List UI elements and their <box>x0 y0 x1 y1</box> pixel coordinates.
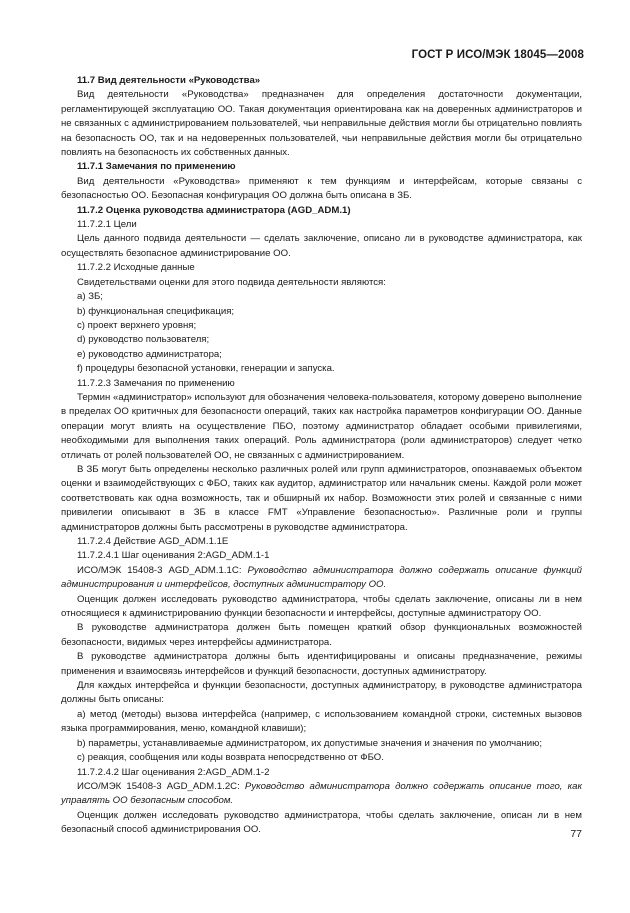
paragraph <box>61 809 582 838</box>
paragraph <box>61 621 582 650</box>
paragraph-text: Свидетельствами оценки для этого подвида деятельности являются: <box>77 276 386 288</box>
paragraph-text: a) ЗБ; <box>77 291 103 303</box>
body-text <box>61 74 582 838</box>
standard-header: ГОСТ Р ИСО/МЭК 18045—2008 <box>411 49 584 61</box>
requirement-text: Руководство администратора должно содержать описание функций администрирования и интерфейсов, доступных администратору ОО. <box>61 564 582 591</box>
paragraph-text: В руководстве администратора должен быть помещен краткий обзор функциональных возможностей безопасности, видимых через интерфейсы администратора. <box>61 622 582 648</box>
paragraph-text: ИСО/МЭК 15408-3 AGD_ADM.1.1C: <box>77 564 242 576</box>
paragraph <box>61 290 582 304</box>
paragraph-text: 11.7.2 Оценка руководства администратора (AGD_ADM.1) <box>77 204 351 216</box>
paragraph-text: Оценщик должен исследовать руководство администратора, чтобы сделать заключение, описаны ли в нем относящиеся к администрированию функции безопасности и интерфейсы, доступные администратору ОО. <box>61 593 582 620</box>
paragraph <box>61 362 582 376</box>
paragraph-text: 11.7.2.1 Цели <box>77 219 137 231</box>
paragraph-text: 11.7.2.2 Исходные данные <box>77 262 195 274</box>
paragraph-text: f) процедуры безопасной установки, генерации и запуска. <box>77 363 335 375</box>
paragraph <box>61 377 582 391</box>
paragraph <box>61 391 582 463</box>
paragraph <box>61 463 582 535</box>
paragraph <box>61 319 582 333</box>
paragraph-text: 11.7 Вид деятельности «Руководства» <box>77 75 261 86</box>
paragraph <box>61 593 582 622</box>
paragraph-text: 11.7.2.4 Действие AGD_ADM.1.1E <box>77 536 229 547</box>
section-heading <box>61 160 582 174</box>
section-heading <box>61 204 582 218</box>
page-number: 77 <box>570 828 582 840</box>
paragraph-text: c) проект верхнего уровня; <box>77 319 197 331</box>
paragraph <box>61 549 582 563</box>
paragraph-text: b) функциональная спецификация; <box>77 305 235 317</box>
paragraph <box>61 305 582 319</box>
paragraph-text: Вид деятельности «Руководства» применяют к тем функциям и интерфейсам, которые связаны с безопасностью ОО. Безопасная конфигурация ОО должна быть описана в ЗБ. <box>61 175 582 202</box>
paragraph <box>61 708 582 737</box>
paragraph <box>61 650 582 679</box>
paragraph-text: Для каждых интерфейса и функции безопасности, доступных администратору, в руководстве администратора должны быть описаны: <box>61 680 582 706</box>
paragraph <box>61 751 582 765</box>
paragraph <box>61 232 582 261</box>
paragraph <box>61 766 582 780</box>
paragraph <box>61 175 582 204</box>
paragraph-text: В руководстве администратора должны быть идентифицированы и описаны предназначение, режимы применения и взаимосвязь интерфейсов и функций безопасности, доступных администратору. <box>61 651 582 677</box>
paragraph <box>61 261 582 275</box>
paragraph-text: d) руководство пользователя; <box>77 334 210 346</box>
paragraph <box>61 679 582 708</box>
paragraph-text: ИСО/МЭК 15408-3 AGD_ADM.1.2C: <box>77 780 240 792</box>
paragraph <box>61 88 582 160</box>
paragraph-text: Термин «администратор» используют для обозначения человека-пользователя, которому доверено выполнение в пределах ОО критичных для безопасности операций, таких как настройка параметров конфигурации ОО. Данные операции могут влиять на осуществление ПБО, поэтому администратор обладает особыми привилегиями, необходимыми для выполнения таких операций. Роль администратора (роли администраторов) следует четко отличать от ролей пользователей ОО, не связанных с администрированием. <box>61 391 582 461</box>
requirement-text: Руководство администратора должно содержать описание того, как управлять ОО безопасным способом. <box>61 780 582 807</box>
paragraph-text: c) реакция, сообщения или коды возврата непосредственно от ФБО. <box>77 752 384 764</box>
paragraph-text: 11.7.2.4.2 Шаг оценивания 2:AGD_ADM.1-2 <box>77 766 270 778</box>
paragraph <box>61 348 582 362</box>
paragraph-text: 11.7.1 Замечания по применению <box>77 161 236 173</box>
paragraph <box>61 333 582 347</box>
paragraph-text: В ЗБ могут быть определены несколько различных ролей или групп администраторов, опознаваемых объектом оценки и взаимодействующих с ФБО, таких как аудитор, администратор или начальник смены. Каждой роли может соответствовать как одна возможность, так и обширный их набор. Возможности этих ролей и связанные с ними привилегии описывают в ЗБ в классе FMT «Управление безопасностью». Различные роли и группы администраторов должны быть рассмотрены в руководстве администратора. <box>61 463 582 533</box>
paragraph <box>61 535 582 549</box>
paragraph-text: Оценщик должен исследовать руководство администратора, чтобы сделать заключение, описан ли в нем безопасный способ администрирования ОО. <box>61 809 582 836</box>
paragraph-text: Вид деятельности «Руководства» предназначен для определения достаточности документации, регламентирующей эксплуатацию ОО. Такая документация ориентирована как на доверенных администраторов и не связанных с администрированием пользователей, чьи неправильные действия могли бы отрицательно повлиять на безопасность ОО, так и на недоверенных пользователей, чьи неправильные действия могли бы отрицательно повлиять на безопасность их собственных данных. <box>61 89 582 159</box>
paragraph <box>61 564 582 593</box>
paragraph-text: Цель данного подвида деятельности — сделать заключение, описано ли в руководстве администратора, как осуществлять безопасное администрирование ОО. <box>61 233 582 259</box>
paragraph-text: e) руководство администратора; <box>77 348 222 360</box>
paragraph-text: b) параметры, устанавливаемые администратором, их допустимые значения и значения по умолчанию; <box>77 737 543 749</box>
paragraph <box>61 276 582 290</box>
paragraph <box>61 780 582 809</box>
paragraph <box>61 218 582 232</box>
paragraph-text: 11.7.2.3 Замечания по применению <box>77 377 235 389</box>
section-heading <box>61 74 582 88</box>
paragraph-text: 11.7.2.4.1 Шаг оценивания 2:AGD_ADM.1-1 <box>77 550 270 562</box>
paragraph-text: a) метод (методы) вызова интерфейса (например, с использованием командной строки, системных вызовов языка программирования, меню, командной клавиши); <box>61 708 582 735</box>
paragraph <box>61 737 582 751</box>
